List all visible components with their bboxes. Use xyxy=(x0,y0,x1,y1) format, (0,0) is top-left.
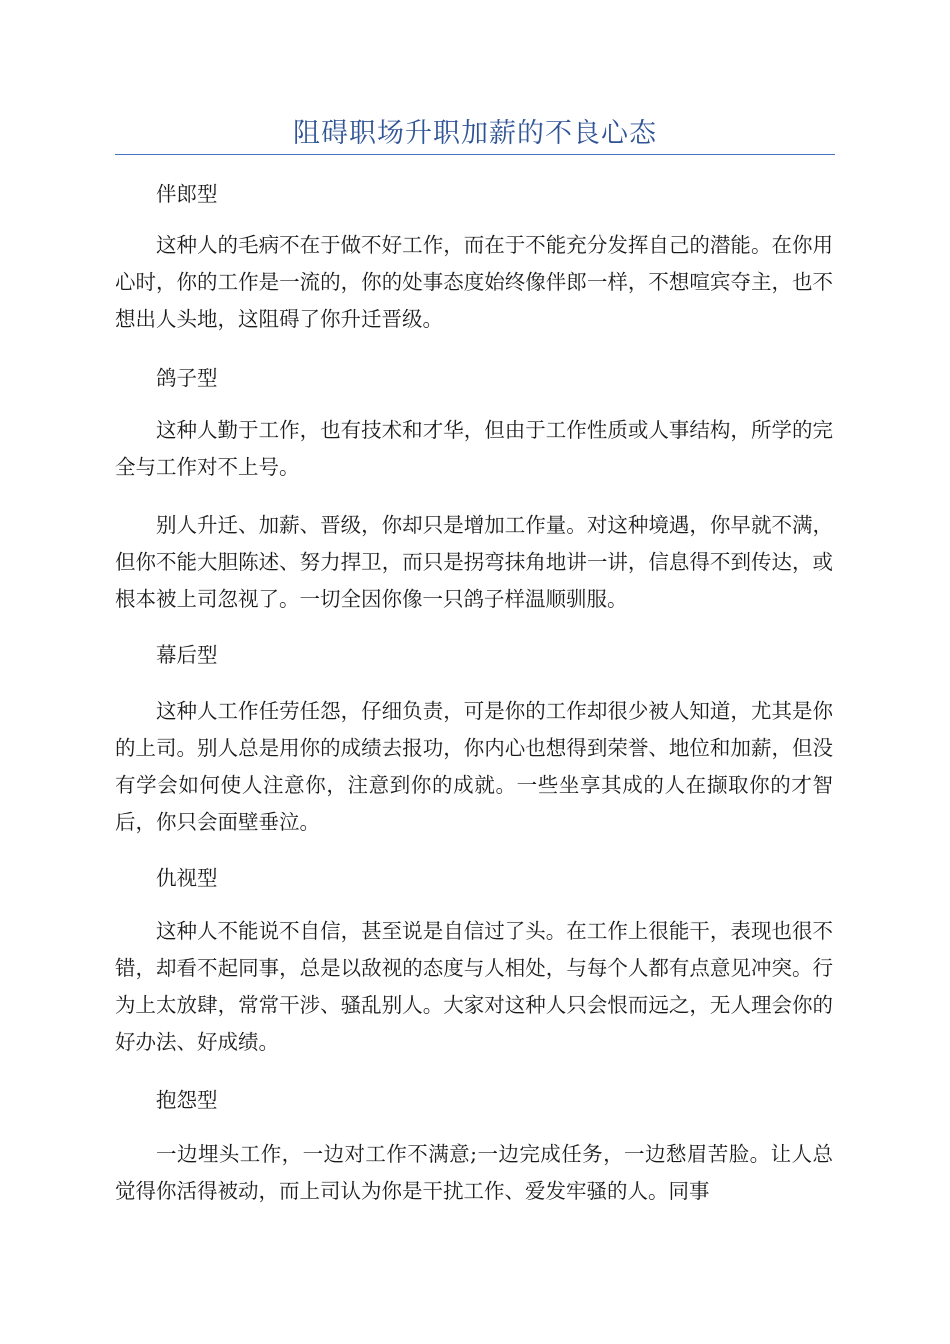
paragraph-choushi-1: 这种人不能说不自信，甚至说是自信过了头。在工作上很能干，表现也很不错，却看不起同事，总是以敌视的态度与人相处，与每个人都有点意见冲突。行为上太放肆，常常干涉、骚乱别人。大家对这种人只会恨而远之，无人理会你的好办法、好成绩。 xyxy=(115,919,833,1054)
section-heading-baoyuan: 抱怨型 xyxy=(156,1088,218,1112)
section-heading-muhou: 幕后型 xyxy=(156,643,218,667)
paragraph-gezi-1: 这种人勤于工作，也有技术和才华，但由于工作性质或人事结构，所学的完全与工作对不上号。 xyxy=(115,418,833,479)
section-heading-choushi: 仇视型 xyxy=(156,866,218,890)
section-heading-gezi: 鸽子型 xyxy=(156,366,218,390)
section-heading-banlang: 伴郎型 xyxy=(156,182,218,206)
title-underline xyxy=(115,154,835,155)
paragraph-muhou-1: 这种人工作任劳任怨，仔细负责，可是你的工作却很少被人知道，尤其是你的上司。别人总是用你的成绩去报功，你内心也想得到荣誉、地位和加薪，但没有学会如何使人注意你，注意到你的成就。一些坐享其成的人在撷取你的才智后，你只会面壁垂泣。 xyxy=(115,699,833,834)
document-title: 阻碍职场升职加薪的不良心态 xyxy=(293,118,657,149)
paragraph-gezi-2: 别人升迁、加薪、晋级，你却只是增加工作量。对这种境遇，你早就不满，但你不能大胆陈述、努力捍卫，而只是拐弯抹角地讲一讲，信息得不到传达，或根本被上司忽视了。一切全因你像一只鸽子样温顺驯服。 xyxy=(115,513,833,611)
paragraph-baoyuan-1: 一边埋头工作，一边对工作不满意;一边完成任务，一边愁眉苦脸。让人总觉得你活得被动，而上司认为你是干扰工作、爱发牢骚的人。同事 xyxy=(115,1142,833,1203)
paragraph-banlang-1: 这种人的毛病不在于做不好工作，而在于不能充分发挥自己的潜能。在你用心时，你的工作是一流的，你的处事态度始终像伴郎一样，不想喧宾夺主，也不想出人头地，这阻碍了你升迁晋级。 xyxy=(115,233,833,331)
